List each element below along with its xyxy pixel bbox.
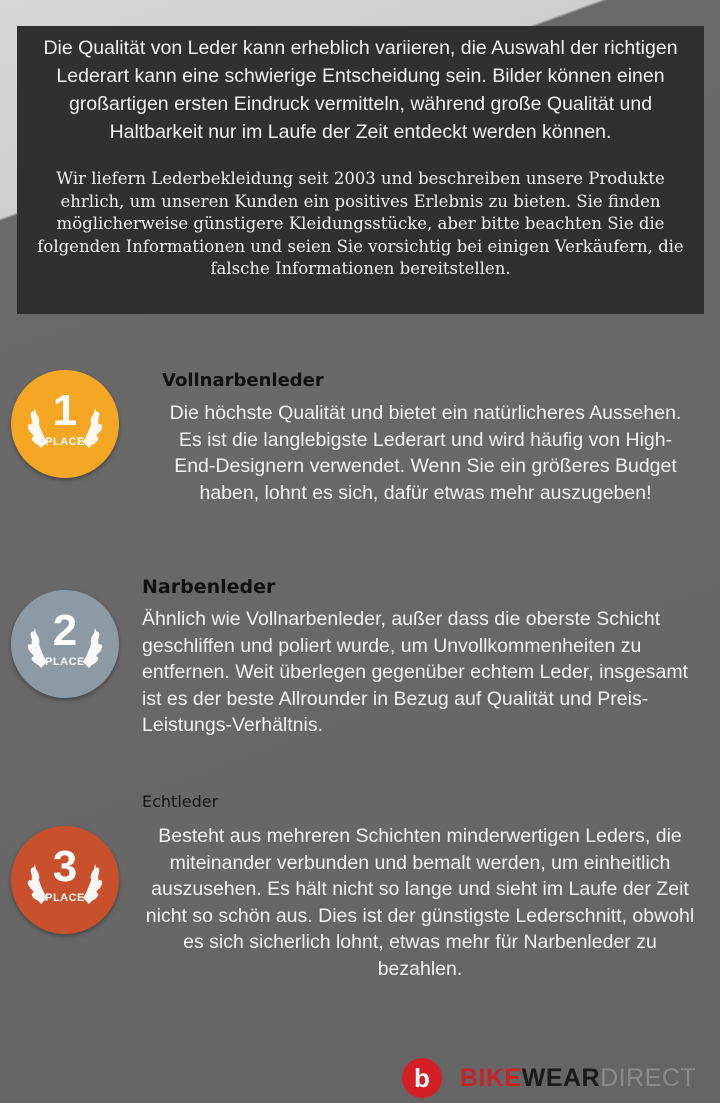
place-label: PLACE	[45, 892, 85, 904]
place-label: PLACE	[45, 436, 85, 448]
rank-number: 1	[52, 386, 78, 435]
third-place-medal	[11, 826, 119, 934]
brand-name	[460, 1064, 696, 1093]
brand-name-direct: DIRECT	[600, 1064, 697, 1092]
rank-number: 3	[52, 842, 78, 891]
rank-2-title: Narbenleder	[142, 576, 276, 598]
rank-1-description: Die höchste Qualität und bietet ein natürlicheres Aussehen. Es ist die langlebigste Lederart und wird häufig von High-End-Designern verwendet. Wenn Sie ein größeres Budget haben, lohnt es sich, dafür etwas mehr auszugeben!	[169, 402, 682, 504]
intro-paragraph-2: Wir liefern Lederbekleidung seit 2003 und beschreiben unsere Produkte ehrlich, um unseren Kunden ein positives Erlebnis zu bieten. Sie finden möglicherweise günstigere Kleidungsstücke, aber bitte beachten Sie die folgenden Informationen und seien Sie vorsichtig bei einigen Verkäufern, die falsche Informationen bereitstellen.	[37, 169, 684, 278]
rank-3-title: Echtleder	[142, 792, 219, 811]
svg-text:b: b	[414, 1063, 430, 1093]
rank-3-description: Besteht aus mehreren Schichten minderwertigen Leders, die miteinander verbunden und bemalt werden, um einheitlich auszusehen. Es hält nicht so lange und sieht im Laufe der Zeit nicht so schön aus. Dies ist der günstigste Lederschnitt, obwohl es sich sicherlich lohnt, etwas mehr für Narbenleder zu bezahlen.	[145, 825, 695, 980]
brand-name-wear: WEAR	[521, 1064, 601, 1092]
place-label: PLACE	[45, 656, 85, 668]
second-place-medal	[11, 590, 119, 698]
rank-1-title: Vollnarbenleder	[162, 370, 324, 391]
bikeweardirect-logo	[400, 1058, 720, 1098]
intro-paragraph-1: Die Qualität von Leder kann erheblich variieren, die Auswahl der richtigen Lederart kann eine schwierige Entscheidung sein. Bilder können einen großartigen ersten Eindruck vermitteln, während große Qualität und Haltbarkeit nur im Laufe der Zeit entdeckt werden können.	[43, 37, 678, 143]
rank-2-description: Ähnlich wie Vollnarbenleder, außer dass die oberste Schicht geschliffen und poliert wurde, um Unvollkommenheiten zu entfernen. Weit überlegen gegenüber echtem Leder, insgesamt ist es der beste Allrounder in Bezug auf Qualität und Preis-Leistungs-Verhältnis.	[142, 608, 688, 736]
rank-number: 2	[52, 606, 78, 655]
first-place-medal	[11, 370, 119, 478]
intro-box	[17, 26, 704, 314]
brand-badge-icon	[402, 1058, 442, 1098]
brand-name-bike: BIKE	[460, 1064, 522, 1092]
